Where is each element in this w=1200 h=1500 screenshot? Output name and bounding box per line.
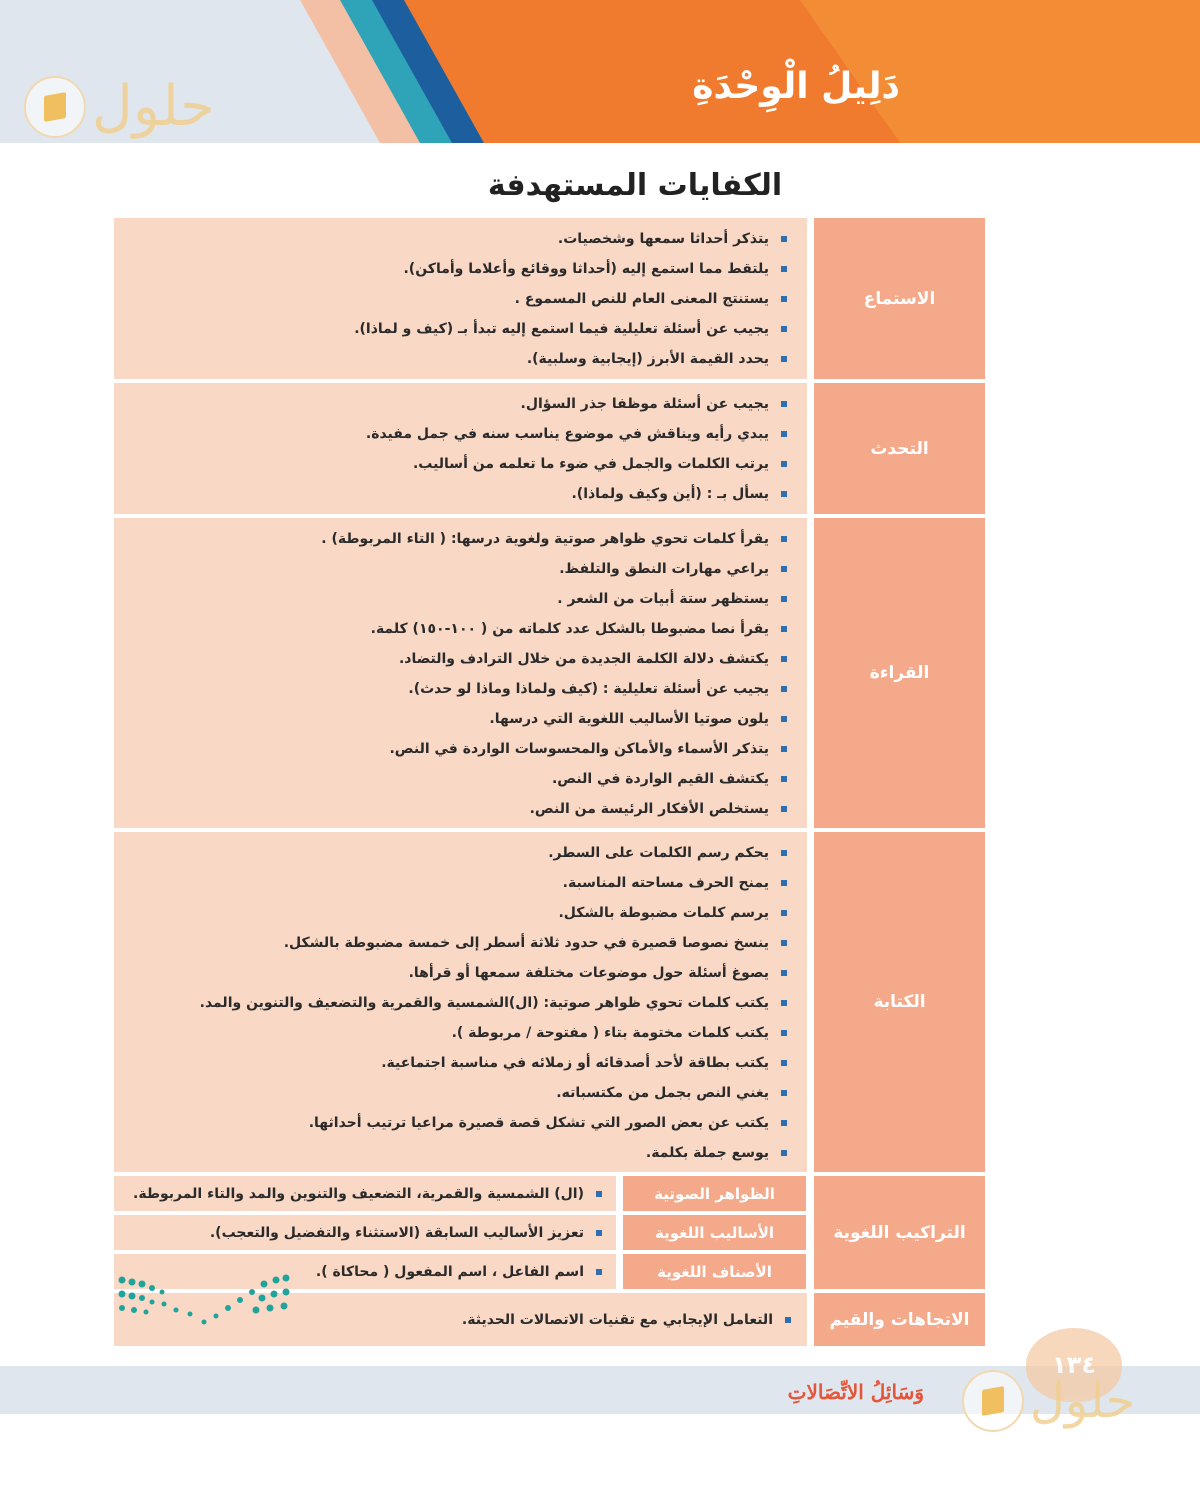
section-speaking [114, 383, 985, 514]
page-number: ١٣٤ [1026, 1328, 1122, 1402]
list-item [114, 318, 787, 348]
ministry-logo-dots [116, 1272, 296, 1334]
list-item-text: يجيب عن أسئلة موظفا جذر السؤال. [520, 396, 769, 412]
bullet-icon [781, 491, 787, 497]
structure-text-row [114, 1176, 616, 1211]
section-content [114, 218, 807, 379]
bullet-icon [785, 1317, 791, 1323]
bullet-icon [781, 296, 787, 302]
bullet-icon [781, 940, 787, 946]
values-text: التعامل الإيجابي مع تقنيات الاتصالات الحديثة. [461, 1311, 773, 1328]
list-item [114, 558, 787, 588]
list-item [114, 588, 787, 618]
bullet-icon [781, 356, 787, 362]
sub-label-phonetic: الظواهر الصوتية [623, 1176, 806, 1211]
list-item [114, 798, 787, 828]
bullet-icon [781, 596, 787, 602]
bullet-icon [781, 776, 787, 782]
bullet-icon [781, 326, 787, 332]
list-item [114, 393, 787, 423]
bullet-icon [781, 686, 787, 692]
list-item-text: يستنتج المعنى العام للنص المسموع . [514, 291, 769, 307]
list-item-text: يتذكر أحداثا سمعها وشخصيات. [557, 231, 769, 247]
bullet-icon [781, 910, 787, 916]
list-item-text: يتذكر الأسماء والأماكن والمحسوسات الواردة في النص. [389, 741, 769, 757]
list-item [114, 453, 787, 483]
bullet-icon [596, 1191, 602, 1197]
list-item [114, 678, 787, 708]
book-icon [24, 76, 86, 138]
list-item [114, 932, 787, 962]
competency-list [114, 228, 807, 378]
list-item-text: يكتب بطاقة لأحد أصدقائه أو زملائه في مناسبة اجتماعية. [381, 1055, 769, 1071]
bullet-icon [781, 1030, 787, 1036]
list-item-text: يمنح الحرف مساحته المناسبة. [562, 875, 769, 891]
list-item-text: يستخلص الأفكار الرئيسة من النص. [529, 801, 769, 817]
list-item-text: يقرأ كلمات تحوي ظواهر صوتية ولغوية درسها: ( التاء المربوطة) . [321, 531, 769, 547]
list-item [114, 708, 787, 738]
competency-list [114, 842, 807, 1172]
list-item [114, 902, 787, 932]
section-content [114, 383, 807, 514]
bullet-icon [781, 1090, 787, 1096]
structure-text: تعزيز الأساليب السابقة (الاستثناء والتفضيل والتعجب). [209, 1224, 584, 1241]
list-item [114, 992, 787, 1022]
bullet-icon [781, 970, 787, 976]
bullet-icon [781, 566, 787, 572]
list-item-text: يحكم رسم الكلمات على السطر. [548, 845, 769, 861]
list-item-text: ينسخ نصوصا قصيرة في حدود ثلاثة أسطر إلى خمسة مضبوطة بالشكل. [283, 935, 769, 951]
competencies-table [114, 218, 985, 1346]
section-label: القراءة [814, 518, 985, 828]
bullet-icon [781, 880, 787, 886]
list-item-text: يوسع جملة بكلمة. [645, 1145, 769, 1161]
header-banner [0, 0, 1200, 143]
list-item-text: يكتب كلمات تحوي ظواهر صوتية: (ال)الشمسية والقمرية والتضعيف والتنوين والمد. [199, 995, 769, 1011]
list-item-text: يلتقط مما استمع إليه (أحداثا ووقائع وأعلاما وأماكن). [403, 261, 769, 277]
list-item [114, 842, 787, 872]
bullet-icon [781, 626, 787, 632]
list-item [114, 1022, 787, 1052]
competency-list [114, 528, 807, 828]
bullet-icon [781, 716, 787, 722]
list-item-text: يكتشف دلالة الكلمة الجديدة من خلال الترادف والتضاد. [398, 651, 769, 667]
list-item-text: يستظهر ستة أبيات من الشعر . [557, 591, 769, 607]
section-content [114, 518, 807, 828]
footer-logo [962, 1370, 1135, 1432]
bullet-icon [781, 266, 787, 272]
list-item [114, 288, 787, 318]
section-listening [114, 218, 985, 379]
list-item [114, 872, 787, 902]
list-item [114, 423, 787, 453]
structure-text: (ال) الشمسية والقمرية، التضعيف والتنوين والمد والتاء المربوطة. [133, 1185, 584, 1202]
list-item-text: يجيب عن أسئلة تعليلية فيما استمع إليه تبدأ بـ (كيف و لماذا). [354, 321, 769, 337]
list-item-text: يكتب كلمات مختومة بتاء ( مفتوحة / مربوطة ). [451, 1025, 769, 1041]
footer-unit-name: وَسَائِلُ الاتِّصَالاتِ [787, 1380, 924, 1404]
bullet-icon [781, 850, 787, 856]
bullet-icon [596, 1269, 602, 1275]
bullet-icon [781, 401, 787, 407]
section-reading [114, 518, 985, 828]
list-item [114, 962, 787, 992]
sub-label-styles: الأساليب اللغوية [623, 1215, 806, 1250]
list-item-text: يرتب الكلمات والجمل في ضوء ما تعلمه من أساليب. [412, 456, 769, 472]
list-item-text: يحدد القيمة الأبرز (إيجابية وسلبية). [526, 351, 769, 367]
list-item-text: يراعي مهارات النطق والتلفظ. [559, 561, 769, 577]
list-item-text: يرسم كلمات مضبوطة بالشكل. [558, 905, 769, 921]
section-content [114, 832, 807, 1172]
list-item [114, 1082, 787, 1112]
list-item-text: يغني النص بجمل من مكتسباته. [556, 1085, 769, 1101]
section-label: التحدث [814, 383, 985, 514]
section-label: الاستماع [814, 218, 985, 379]
bullet-icon [781, 656, 787, 662]
bullet-icon [781, 1150, 787, 1156]
section-writing [114, 832, 985, 1172]
list-item-text: يسأل بـ : (أين وكيف ولماذا). [571, 486, 769, 502]
logo [24, 74, 215, 139]
bullet-icon [781, 536, 787, 542]
section-label: الاتجاهات والقيم [814, 1293, 985, 1346]
list-item [114, 768, 787, 798]
list-item [114, 648, 787, 678]
unit-title: دَلِيلُ الْوِحْدَةِ [692, 66, 900, 107]
bullet-icon [781, 431, 787, 437]
list-item-text: يكتشف القيم الواردة في النص. [551, 771, 769, 787]
list-item [114, 228, 787, 258]
book-icon [962, 1370, 1024, 1432]
sub-label-categories: الأصناف اللغوية [623, 1254, 806, 1289]
list-item [114, 618, 787, 648]
bullet-icon [781, 236, 787, 242]
logo-text: حلول [1030, 1373, 1136, 1429]
logo-text: حلول [92, 74, 215, 139]
list-item-text: يبدي رأيه ويناقش في موضوع يناسب سنه في جمل مفيدة. [365, 426, 769, 442]
bullet-icon [781, 1000, 787, 1006]
bullet-icon [596, 1230, 602, 1236]
list-item-text: يقرأ نصا مضبوطا بالشكل عدد كلماته من ( ١٠٠-١٥٠) كلمة. [370, 621, 769, 637]
section-label: التراكيب اللغوية [814, 1176, 985, 1289]
structure-text-row [114, 1215, 616, 1250]
list-item [114, 258, 787, 288]
list-item-text: يجيب عن أسئلة تعليلية : (كيف ولماذا وماذا لو حدث). [408, 681, 769, 697]
bullet-icon [781, 1120, 787, 1126]
list-item [114, 483, 787, 513]
list-item [114, 738, 787, 768]
bullet-icon [781, 806, 787, 812]
list-item [114, 1052, 787, 1082]
list-item [114, 1112, 787, 1142]
list-item [114, 528, 787, 558]
page-title: الكفايات المستهدفة [487, 168, 783, 203]
list-item [114, 348, 787, 378]
bullet-icon [781, 461, 787, 467]
bullet-icon [781, 1060, 787, 1066]
section-label: الكتابة [814, 832, 985, 1172]
list-item-text: يلون صوتيا الأساليب اللغوية التي درسها. [489, 711, 769, 727]
list-item [114, 1142, 787, 1172]
structure-text: اسم الفاعل ، اسم المفعول ( محاكاة ). [315, 1263, 584, 1280]
bullet-icon [781, 746, 787, 752]
competency-list [114, 393, 807, 513]
list-item-text: يصوغ أسئلة حول موضوعات مختلفة سمعها أو قرأها. [408, 965, 769, 981]
list-item-text: يكتب عن بعض الصور التي تشكل قصة قصيرة مراعيا ترتيب أحداثها. [308, 1115, 769, 1131]
